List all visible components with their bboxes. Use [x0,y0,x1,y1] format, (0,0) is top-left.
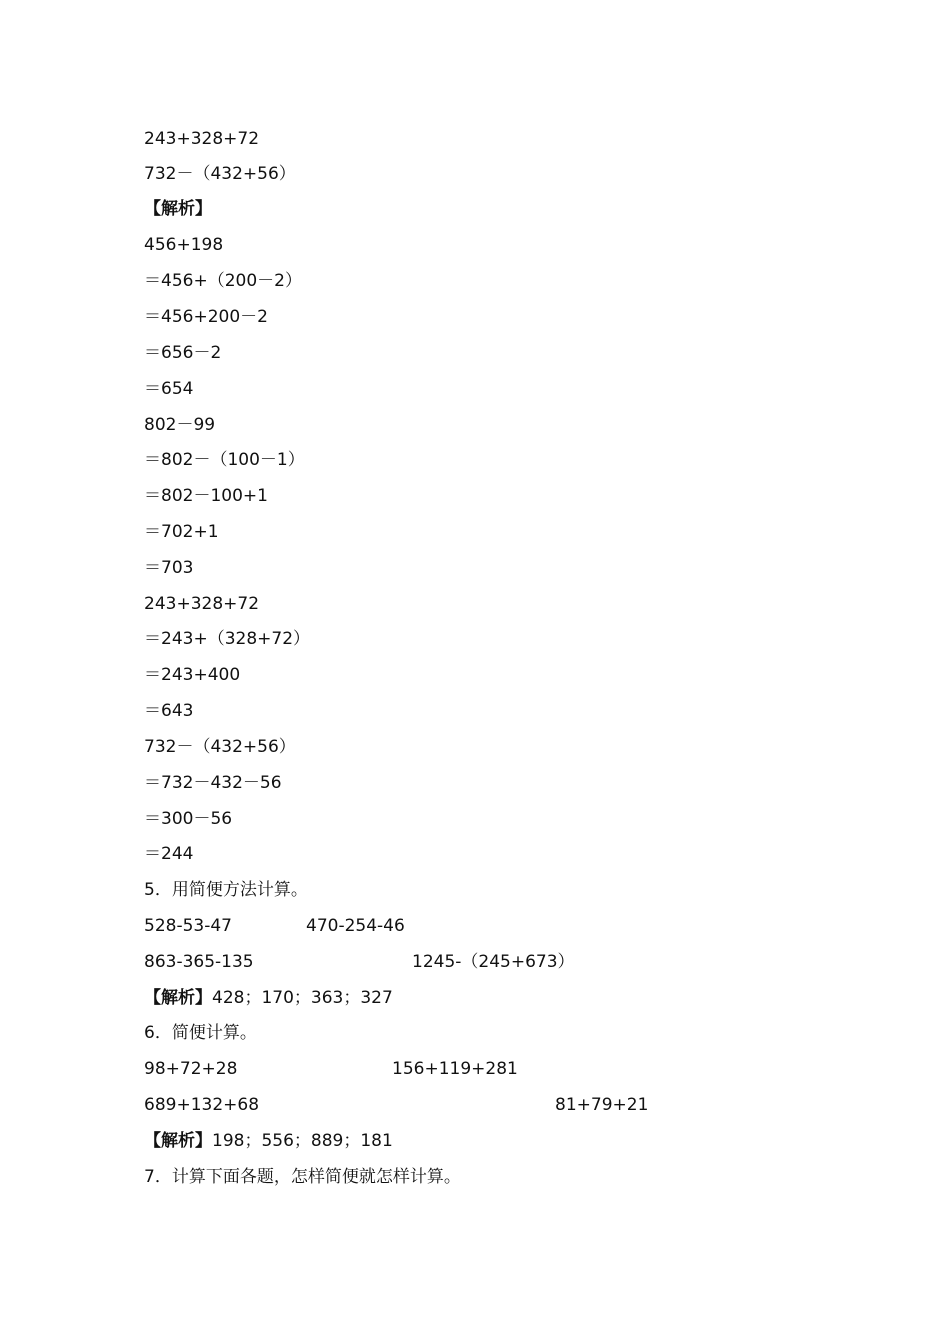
text-line: ＝300－56 [144,809,233,829]
text-line: ＝244 [144,844,194,864]
problem-5-row-2 [144,950,575,974]
text-line: ＝732－432－56 [144,773,282,793]
text-line: 243+328+72 [144,129,260,149]
text-line: 456+198 [144,235,224,255]
text-line: ＝243+400 [144,665,241,685]
analysis-label: 【解析】 [144,1131,212,1151]
expression: 81+79+21 [555,1095,649,1115]
text-line: ＝702+1 [144,522,219,542]
expression: 528-53-47 [144,916,232,936]
text-line: ＝456+200－2 [144,307,268,327]
text-line: ＝643 [144,701,194,721]
text-line: ＝802－100+1 [144,486,268,506]
expression: 1245-（245+673） [412,952,575,972]
text-line: ＝802－（100－1） [144,450,305,470]
text-line: ＝456+（200－2） [144,271,302,291]
text-line: ＝243+（328+72） [144,629,311,649]
problem-6-title: 6．简便计算。 [144,1023,257,1043]
answer-text: 198；556；889；181 [212,1131,393,1151]
text-line: ＝654 [144,379,194,399]
text-line: 243+328+72 [144,594,260,614]
analysis-heading: 【解析】 [144,199,212,219]
text-line: ＝703 [144,558,194,578]
problem-5-title: 5．用简便方法计算。 [144,880,308,900]
answer-text: 428；170；363；327 [212,988,393,1008]
problem-6-row-1 [144,1057,518,1081]
expression: 156+119+281 [392,1059,518,1079]
text-line: 732－（432+56） [144,737,296,757]
text-line: ＝656－2 [144,343,222,363]
problem-6-row-2 [144,1093,649,1117]
problem-5-row-1 [144,914,405,938]
expression: 689+132+68 [144,1095,260,1115]
expression: 98+72+28 [144,1059,238,1079]
analysis-label: 【解析】 [144,988,212,1008]
expression: 470-254-46 [306,916,405,936]
text-line: 802－99 [144,415,216,435]
problem-6-answer [144,1129,393,1153]
text-line: 732－（432+56） [144,164,296,184]
expression: 863-365-135 [144,952,254,972]
problem-7-title: 7．计算下面各题，怎样简便就怎样计算。 [144,1167,461,1187]
problem-5-answer [144,986,393,1010]
